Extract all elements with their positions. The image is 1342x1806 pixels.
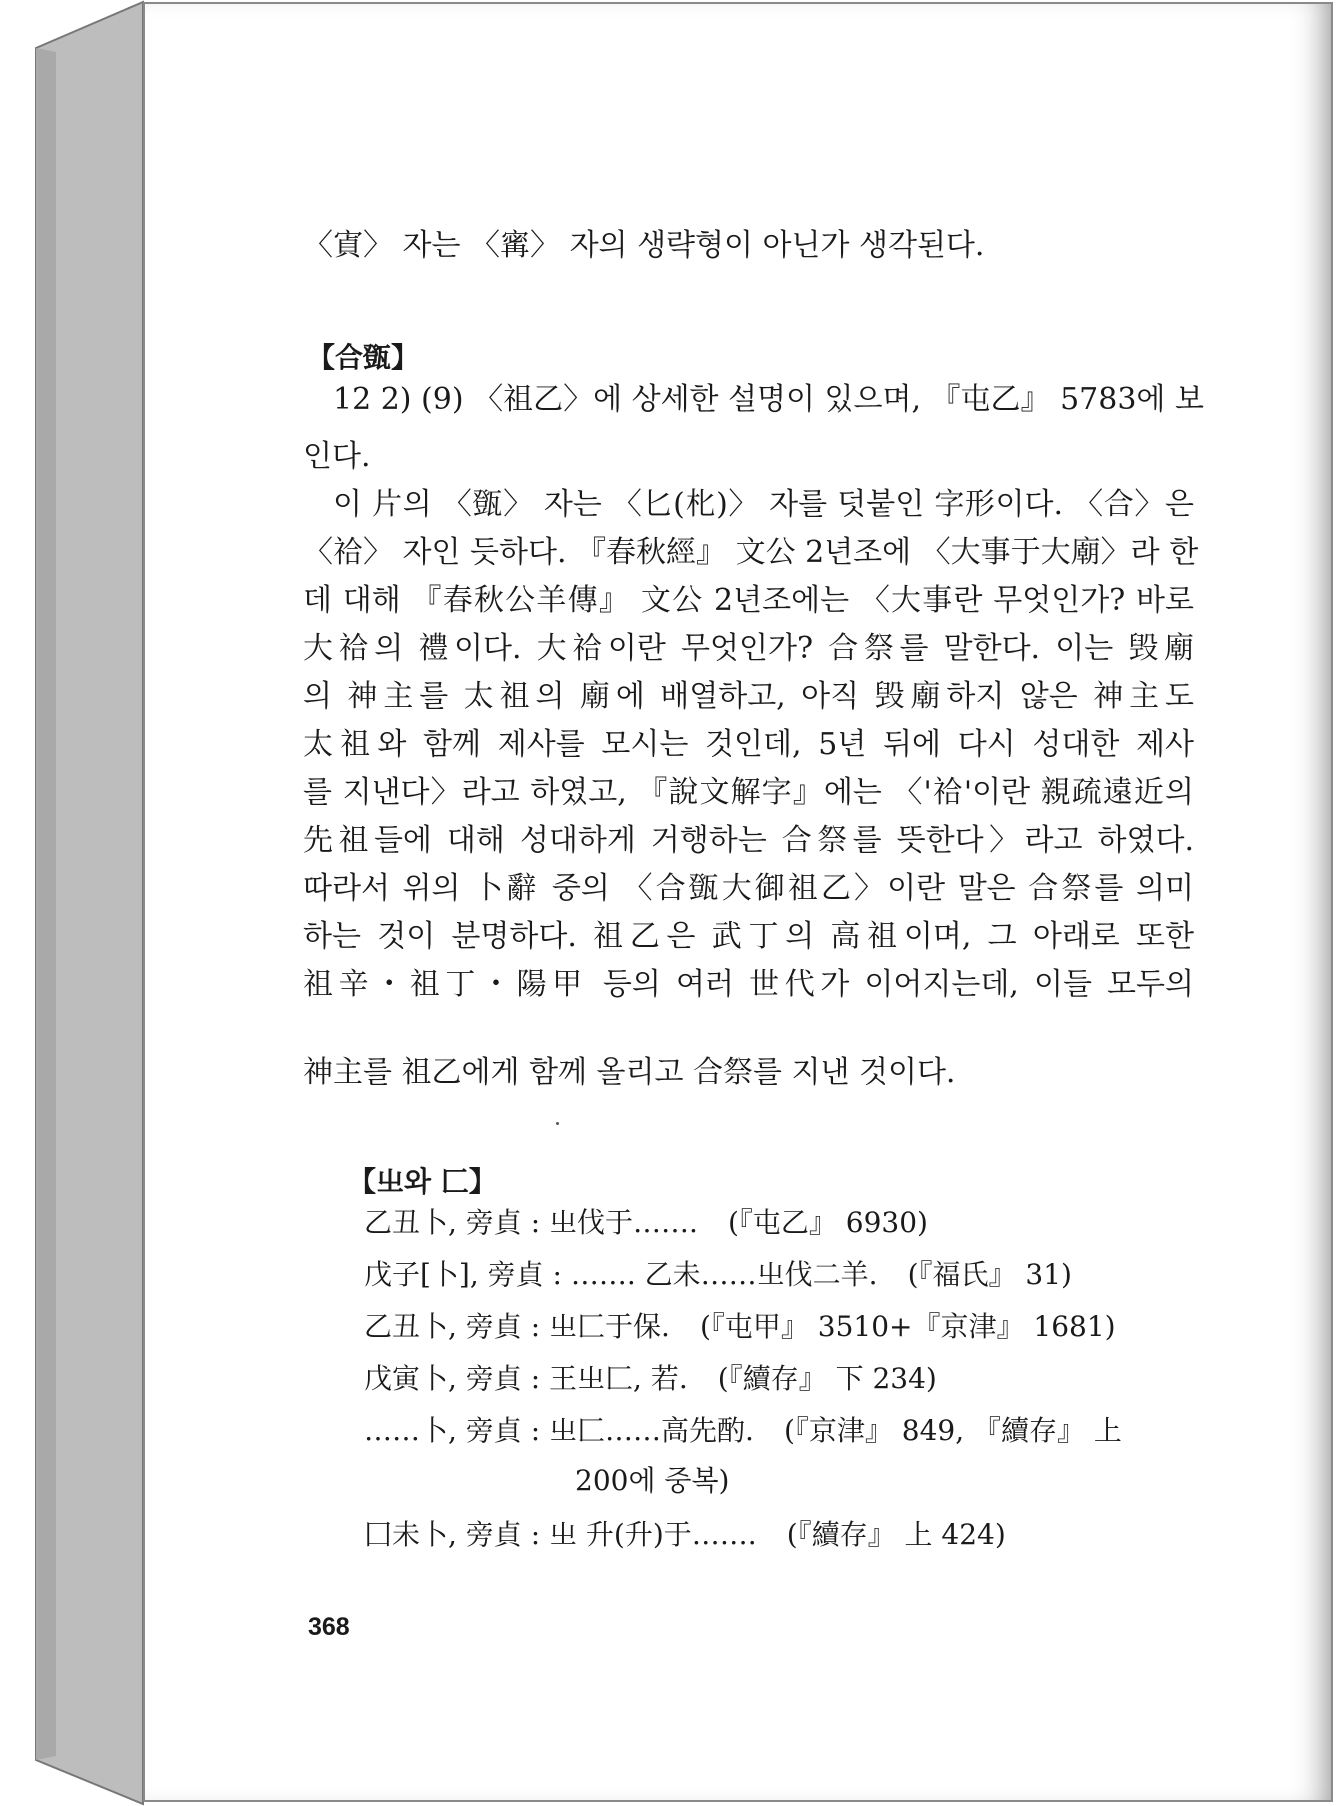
example-source: 200에 중복) — [575, 1464, 730, 1497]
paragraph-line: 의 神主를 太祖의 廟에 배열하고, 아직 毁廟하지 않은 神主도 — [303, 679, 1194, 714]
example-source: (『屯乙』 6930) — [727, 1206, 928, 1239]
example-text: 囗未卜, 旁貞 : 㞢 升(升)于……. — [364, 1518, 757, 1551]
example-source: (『屯甲』 3510+『京津』 1681) — [699, 1310, 1116, 1343]
paragraph-line: 大祫의 禮이다. 大祫이란 무엇인가? 合祭를 말한다. 이는 毁廟 — [303, 631, 1194, 666]
oracle-example — [364, 1253, 1072, 1297]
page-number: 368 — [308, 1613, 350, 1641]
paragraph-line: 이 片의 〈㽅〉 자는 〈匕(朼)〉 자를 덧붙인 字形이다. 〈合〉은 — [333, 487, 1194, 522]
example-source: (『續存』 下 234) — [717, 1362, 937, 1395]
example-source: (『福氏』 31) — [907, 1258, 1072, 1291]
oracle-example — [364, 1357, 937, 1401]
intro-line: 〈寊〉 자는 〈寗〉 자의 생략형이 아닌가 생각된다. — [303, 228, 985, 263]
paragraph-line: 祖辛・祖丁・陽甲 등의 여러 世代가 이어지는데, 이들 모두의 — [303, 967, 1194, 1002]
paragraph-line: 〈祫〉 자인 듯하다. 『春秋經』 文公 2년조에 〈大事于大廟〉라 한 — [303, 535, 1199, 570]
paragraph-line: 를 지낸다〉라고 하였고, 『說文解字』에는 〈'祫'이란 親疏遠近의 — [303, 775, 1194, 810]
paragraph-line: 太祖와 함께 제사를 모시는 것인데, 5년 뒤에 다시 성대한 제사 — [303, 727, 1194, 762]
oracle-example — [364, 1305, 1116, 1349]
example-text: 乙丑卜, 旁貞 : 㞢伐于……. — [364, 1206, 698, 1239]
example-text: 乙丑卜, 旁貞 : 㞢匚于保. — [364, 1310, 670, 1343]
oracle-example — [364, 1201, 928, 1245]
ink-speck — [556, 1122, 559, 1125]
example-text: ……卜, 旁貞 : 㞢匚……高先酌. — [364, 1414, 754, 1447]
paragraph-line: 인다. — [303, 439, 371, 474]
example-text: 戊子[卜], 旁貞 : ……. 乙未……㞢伐二羊. — [364, 1258, 878, 1291]
section-heading-1: 【合㽅】 — [307, 341, 420, 374]
section-heading-2: 【㞢와 匚】 — [348, 1165, 497, 1198]
oracle-example — [364, 1409, 1122, 1453]
example-source: (『續存』 上 424) — [786, 1518, 1006, 1551]
example-source: (『京津』 849, 『續存』 上 — [783, 1414, 1122, 1447]
oracle-example — [364, 1513, 1006, 1557]
paragraph-line: 하는 것이 분명하다. 祖乙은 武丁의 高祖이며, 그 아래로 또한 — [303, 919, 1194, 954]
paragraph-line: 先祖들에 대해 성대하게 거행하는 合祭를 뜻한다〉라고 하였다. — [303, 823, 1194, 858]
example-text: 戊寅卜, 旁貞 : 王㞢匚, 若. — [364, 1362, 688, 1395]
oracle-example-continuation — [575, 1459, 729, 1503]
paragraph-line: 12 2) (9) 〈祖乙〉에 상세한 설명이 있으며, 『屯乙』 5783에 보 — [333, 382, 1204, 417]
paragraph-line: 데 대해 『春秋公羊傳』 文公 2년조에는 〈大事란 무엇인가? 바로 — [303, 583, 1194, 618]
paragraph-line: 神主를 祖乙에게 함께 올리고 合祭를 지낸 것이다. — [303, 1055, 956, 1090]
paragraph-line: 따라서 위의 卜辭 중의 〈合㽅大御祖乙〉이란 말은 合祭를 의미 — [303, 871, 1194, 906]
